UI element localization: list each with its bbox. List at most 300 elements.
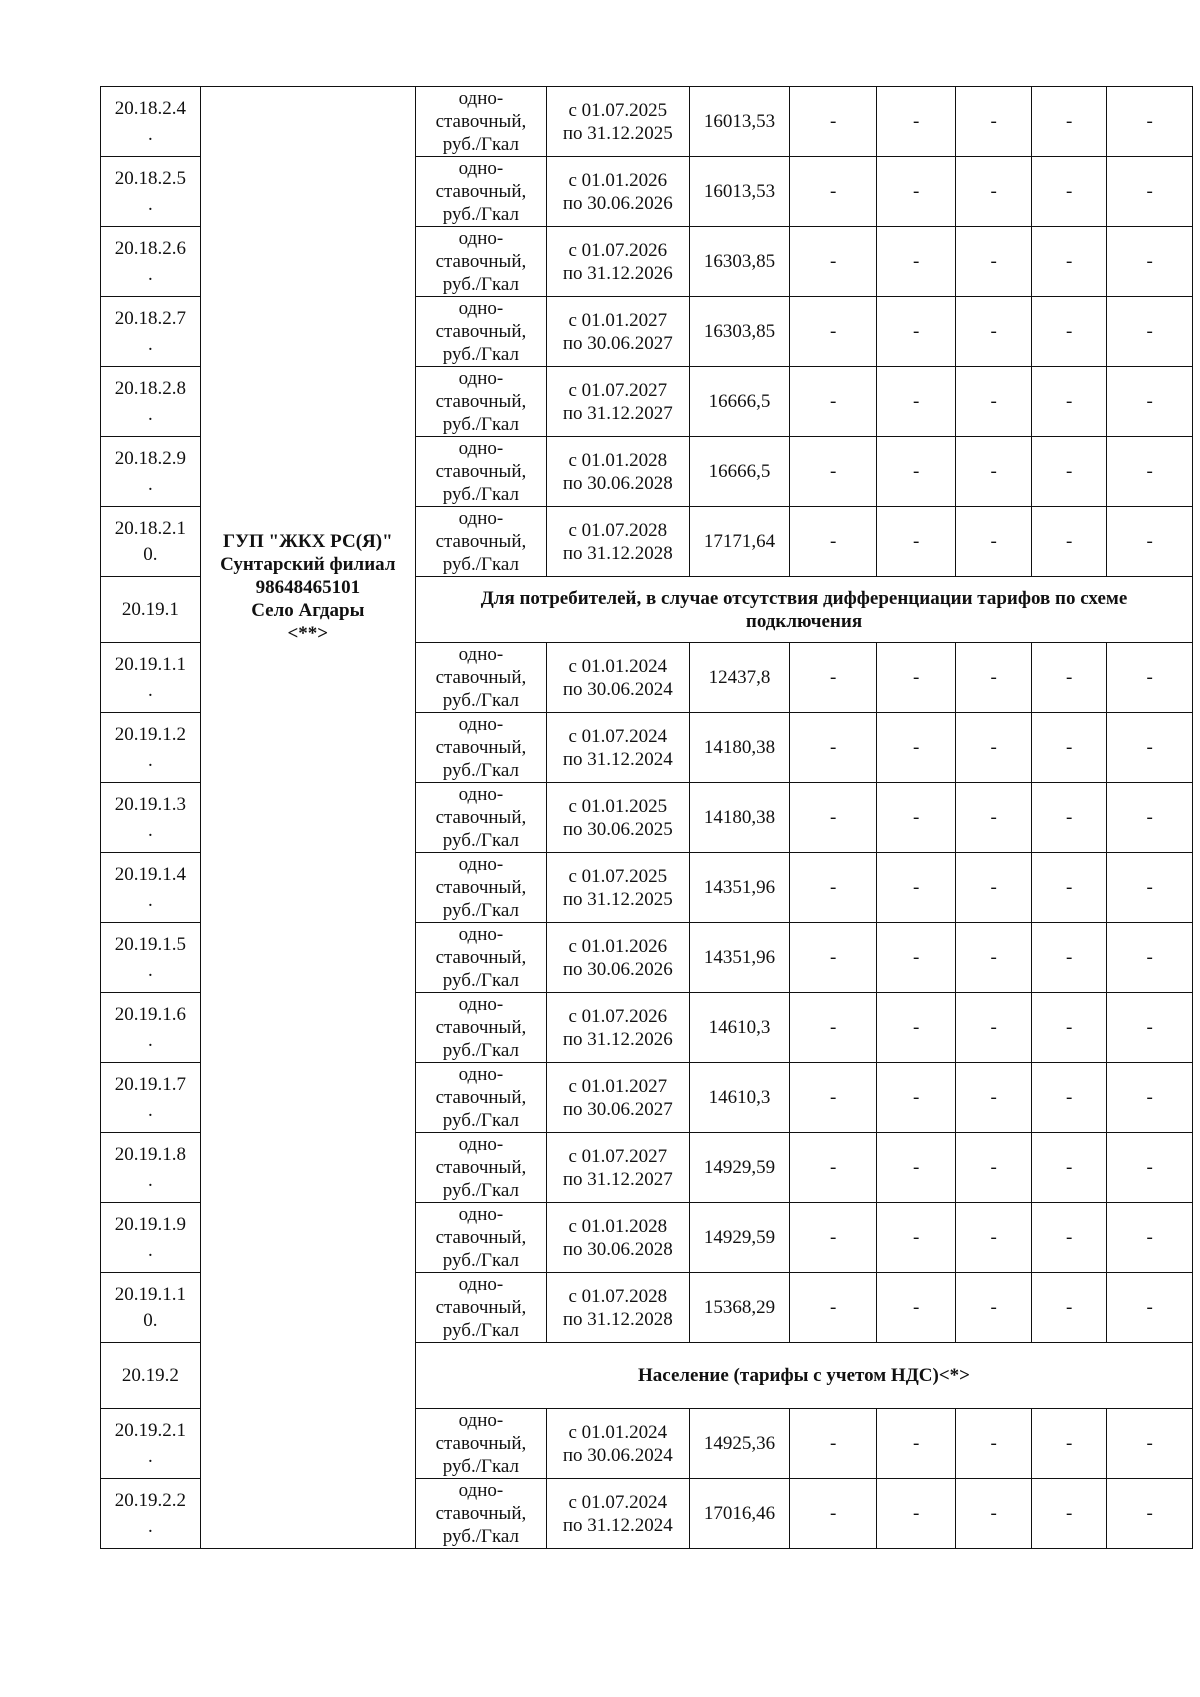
period-line: по 30.06.2024 — [562, 678, 673, 700]
tariff-type-cell — [416, 1479, 547, 1549]
row-number-line: 20.19.1.8 — [114, 1143, 186, 1165]
period-line: с 01.07.2027 — [568, 1145, 668, 1167]
empty-value-cell: - — [1107, 783, 1193, 853]
empty-value-cell: - — [956, 1273, 1031, 1343]
empty-value-cell: - — [956, 1203, 1031, 1273]
period-line: с 01.07.2026 — [568, 239, 668, 261]
empty-value-cell: - — [1107, 923, 1193, 993]
tariff-type-line: ставочный, — [435, 461, 527, 482]
period-line: с 01.07.2025 — [568, 99, 668, 121]
period-cell — [546, 993, 689, 1063]
tariff-type-cell — [416, 157, 547, 227]
empty-value-cell: - — [956, 1133, 1031, 1203]
row-number-cell — [101, 1479, 201, 1549]
empty-value-cell: - — [876, 1063, 956, 1133]
tariff-type-line: руб./Гкал — [442, 900, 520, 921]
period-line: по 30.06.2027 — [562, 1098, 673, 1120]
empty-value-cell: - — [876, 643, 956, 713]
period-line: с 01.01.2026 — [568, 169, 668, 191]
section-title-line: Население (тарифы с учетом НДС)<*> — [638, 1365, 970, 1386]
empty-value-cell: - — [956, 923, 1031, 993]
tariff-type-cell — [416, 993, 547, 1063]
empty-value-cell: - — [1107, 993, 1193, 1063]
empty-value-cell: - — [956, 1409, 1031, 1479]
empty-value-cell: - — [1107, 1063, 1193, 1133]
tariff-type-line: одно- — [458, 158, 504, 179]
period-line: с 01.07.2028 — [568, 1285, 668, 1307]
period-line: по 31.12.2024 — [562, 1514, 673, 1536]
empty-value-cell: - — [876, 783, 956, 853]
period-line: с 01.07.2027 — [568, 379, 668, 401]
row-number-cell — [101, 1203, 201, 1273]
period-line: с 01.01.2028 — [568, 449, 668, 471]
row-number-cell — [101, 1063, 201, 1133]
tariff-type-cell — [416, 87, 547, 157]
tariff-type-line: одно- — [458, 784, 504, 805]
empty-value-cell: - — [956, 853, 1031, 923]
period-line: по 30.06.2027 — [562, 332, 673, 354]
row-number-cell — [101, 853, 201, 923]
tariff-type-line: ставочный, — [435, 737, 527, 758]
tariff-value-cell: 16303,85 — [689, 297, 790, 367]
tariff-type-line: ставочный, — [435, 1087, 527, 1108]
tariff-type-cell — [416, 437, 547, 507]
empty-value-cell: - — [1107, 1273, 1193, 1343]
period-cell — [546, 227, 689, 297]
tariff-type-cell — [416, 853, 547, 923]
row-number-line: 20.19.1.2 — [114, 723, 186, 745]
empty-value-cell: - — [1107, 1479, 1193, 1549]
organization-line: Сунтарский филиал — [220, 554, 396, 575]
table-body — [101, 87, 1193, 1549]
organization-cell — [200, 87, 415, 1549]
empty-value-cell: - — [876, 157, 956, 227]
tariff-type-line: ставочный, — [435, 1433, 527, 1454]
tariff-type-line: одно- — [458, 228, 504, 249]
tariff-type-cell — [416, 713, 547, 783]
tariff-type-line: руб./Гкал — [442, 484, 520, 505]
tariff-value-cell: 14351,96 — [689, 853, 790, 923]
empty-value-cell: - — [790, 437, 877, 507]
empty-value-cell: - — [876, 227, 956, 297]
row-number-cell — [101, 437, 201, 507]
period-line: по 31.12.2025 — [562, 122, 673, 144]
empty-value-cell: - — [876, 1409, 956, 1479]
tariff-type-line: руб./Гкал — [442, 1456, 520, 1477]
empty-value-cell: - — [956, 437, 1031, 507]
empty-value-cell: - — [1031, 87, 1106, 157]
empty-value-cell: - — [790, 923, 877, 993]
tariff-type-line: руб./Гкал — [442, 970, 520, 991]
tariff-value-cell: 14929,59 — [689, 1133, 790, 1203]
row-number-line: . — [147, 1515, 153, 1537]
tariff-type-line: ставочный, — [435, 181, 527, 202]
tariff-value-cell: 16666,5 — [689, 437, 790, 507]
tariff-value-cell: 16666,5 — [689, 367, 790, 437]
tariff-value-cell: 17171,64 — [689, 507, 790, 577]
tariff-type-cell — [416, 297, 547, 367]
empty-value-cell: - — [876, 923, 956, 993]
empty-value-cell: - — [1107, 1203, 1193, 1273]
period-cell — [546, 713, 689, 783]
row-number-cell — [101, 297, 201, 367]
row-number-cell — [101, 713, 201, 783]
tariff-type-line: одно- — [458, 1134, 504, 1155]
empty-value-cell: - — [876, 1203, 956, 1273]
row-number-line: 20.19.1.6 — [114, 1003, 186, 1025]
tariff-type-line: ставочный, — [435, 807, 527, 828]
tariff-type-line: ставочный, — [435, 947, 527, 968]
tariff-type-line: одно- — [458, 368, 504, 389]
tariff-type-line: руб./Гкал — [442, 204, 520, 225]
empty-value-cell: - — [876, 507, 956, 577]
row-number-line: . — [147, 403, 153, 425]
tariff-type-line: одно- — [458, 1274, 504, 1295]
row-number-line: 20.18.2.8 — [114, 377, 186, 399]
empty-value-cell: - — [956, 643, 1031, 713]
tariff-value-cell: 16303,85 — [689, 227, 790, 297]
tariff-type-line: одно- — [458, 644, 504, 665]
tariff-type-line: одно- — [458, 1064, 504, 1085]
tariff-type-cell — [416, 643, 547, 713]
tariff-type-line: ставочный, — [435, 251, 527, 272]
tariff-type-cell — [416, 227, 547, 297]
row-number-line: . — [147, 679, 153, 701]
tariff-type-line: ставочный, — [435, 1227, 527, 1248]
period-line: по 30.06.2024 — [562, 1444, 673, 1466]
period-cell — [546, 783, 689, 853]
period-cell — [546, 643, 689, 713]
empty-value-cell: - — [1031, 227, 1106, 297]
empty-value-cell: - — [1031, 643, 1106, 713]
empty-value-cell: - — [956, 87, 1031, 157]
period-line: по 31.12.2027 — [562, 1168, 673, 1190]
row-number-line: 20.18.2.6 — [114, 237, 186, 259]
tariff-type-line: руб./Гкал — [442, 830, 520, 851]
row-number-line: 20.19.1 — [121, 598, 179, 620]
row-number-line: . — [147, 263, 153, 285]
empty-value-cell: - — [790, 1133, 877, 1203]
empty-value-cell: - — [876, 1133, 956, 1203]
tariff-type-line: руб./Гкал — [442, 344, 520, 365]
tariff-type-line: ставочный, — [435, 1017, 527, 1038]
tariff-type-line: руб./Гкал — [442, 1526, 520, 1547]
row-number-cell — [101, 1273, 201, 1343]
period-cell — [546, 87, 689, 157]
tariff-type-line: одно- — [458, 508, 504, 529]
period-cell — [546, 297, 689, 367]
tariff-type-line: ставочный, — [435, 321, 527, 342]
row-number-cell — [101, 157, 201, 227]
empty-value-cell: - — [876, 853, 956, 923]
empty-value-cell: - — [1107, 1409, 1193, 1479]
period-line: по 31.12.2028 — [562, 542, 673, 564]
empty-value-cell: - — [956, 993, 1031, 1063]
empty-value-cell: - — [956, 507, 1031, 577]
tariff-type-line: руб./Гкал — [442, 414, 520, 435]
row-number-line: 20.19.2 — [121, 1364, 179, 1386]
tariff-type-cell — [416, 783, 547, 853]
empty-value-cell: - — [956, 157, 1031, 227]
empty-value-cell: - — [1031, 1133, 1106, 1203]
empty-value-cell: - — [1031, 367, 1106, 437]
row-number-line: . — [147, 193, 153, 215]
table-row — [101, 87, 1193, 157]
empty-value-cell: - — [1031, 1479, 1106, 1549]
row-number-line: . — [147, 1029, 153, 1051]
empty-value-cell: - — [876, 713, 956, 783]
empty-value-cell: - — [1031, 923, 1106, 993]
empty-value-cell: - — [876, 993, 956, 1063]
section-title-cell — [416, 577, 1193, 643]
period-line: с 01.01.2028 — [568, 1215, 668, 1237]
row-number-line: . — [147, 333, 153, 355]
row-number-cell — [101, 1409, 201, 1479]
row-number-line: . — [147, 1239, 153, 1261]
empty-value-cell: - — [956, 297, 1031, 367]
tariff-type-cell — [416, 923, 547, 993]
empty-value-cell: - — [790, 713, 877, 783]
tariff-type-line: руб./Гкал — [442, 690, 520, 711]
tariff-value-cell: 14180,38 — [689, 783, 790, 853]
period-cell — [546, 1409, 689, 1479]
period-cell — [546, 1479, 689, 1549]
empty-value-cell: - — [1107, 643, 1193, 713]
period-line: по 30.06.2028 — [562, 1238, 673, 1260]
section-title-line: подключения — [745, 610, 863, 632]
row-number-line: . — [147, 959, 153, 981]
empty-value-cell: - — [790, 853, 877, 923]
tariff-type-cell — [416, 367, 547, 437]
tariff-value-cell: 14610,3 — [689, 993, 790, 1063]
empty-value-cell: - — [790, 1063, 877, 1133]
tariff-type-line: ставочный, — [435, 1157, 527, 1178]
row-number-line: . — [147, 819, 153, 841]
empty-value-cell: - — [1031, 297, 1106, 367]
empty-value-cell: - — [790, 1203, 877, 1273]
tariff-type-line: ставочный, — [435, 667, 527, 688]
period-cell — [546, 1203, 689, 1273]
tariff-type-line: одно- — [458, 298, 504, 319]
empty-value-cell: - — [876, 367, 956, 437]
empty-value-cell: - — [1107, 157, 1193, 227]
empty-value-cell: - — [956, 367, 1031, 437]
row-number-line: 20.19.1.1 — [114, 1283, 186, 1305]
period-line: по 31.12.2025 — [562, 888, 673, 910]
empty-value-cell: - — [790, 297, 877, 367]
empty-value-cell: - — [1107, 507, 1193, 577]
tariff-type-line: ставочный, — [435, 1503, 527, 1524]
tariff-value-cell: 16013,53 — [689, 87, 790, 157]
row-number-cell — [101, 993, 201, 1063]
period-line: по 31.12.2027 — [562, 402, 673, 424]
organization-line: 98648465101 — [255, 577, 361, 598]
empty-value-cell: - — [1107, 227, 1193, 297]
empty-value-cell: - — [956, 1063, 1031, 1133]
tariff-type-line: руб./Гкал — [442, 760, 520, 781]
empty-value-cell: - — [790, 87, 877, 157]
row-number-line: . — [147, 473, 153, 495]
tariff-type-cell — [416, 1133, 547, 1203]
empty-value-cell: - — [1031, 1409, 1106, 1479]
period-line: по 30.06.2025 — [562, 818, 673, 840]
section-title-cell — [416, 1343, 1193, 1409]
tariff-type-line: руб./Гкал — [442, 1110, 520, 1131]
empty-value-cell: - — [1107, 1133, 1193, 1203]
empty-value-cell: - — [1031, 157, 1106, 227]
tariff-value-cell: 14929,59 — [689, 1203, 790, 1273]
row-number-line: 20.19.1.4 — [114, 863, 186, 885]
row-number-line: 20.19.1.1 — [114, 653, 186, 675]
organization-line: ГУП "ЖКХ РС(Я)" — [222, 531, 393, 552]
row-number-line: 20.19.1.5 — [114, 933, 186, 955]
row-number-line: . — [147, 123, 153, 145]
tariff-type-line: одно- — [458, 714, 504, 735]
period-cell — [546, 157, 689, 227]
period-cell — [546, 923, 689, 993]
tariff-value-cell: 14180,38 — [689, 713, 790, 783]
empty-value-cell: - — [790, 1409, 877, 1479]
empty-value-cell: - — [1031, 713, 1106, 783]
empty-value-cell: - — [956, 713, 1031, 783]
tariff-type-cell — [416, 507, 547, 577]
period-line: с 01.07.2025 — [568, 865, 668, 887]
row-number-line: 20.19.2.1 — [114, 1419, 186, 1441]
organization-line: <**> — [287, 623, 329, 644]
period-line: с 01.01.2027 — [568, 1075, 668, 1097]
tariff-value-cell: 14925,36 — [689, 1409, 790, 1479]
period-line: по 30.06.2026 — [562, 958, 673, 980]
row-number-cell — [101, 643, 201, 713]
tariff-type-cell — [416, 1273, 547, 1343]
tariff-type-line: ставочный, — [435, 1297, 527, 1318]
tariff-type-line: одно- — [458, 854, 504, 875]
period-cell — [546, 507, 689, 577]
row-number-line: 20.18.2.5 — [114, 167, 186, 189]
empty-value-cell: - — [876, 437, 956, 507]
empty-value-cell: - — [1107, 713, 1193, 783]
tariff-type-line: ставочный, — [435, 391, 527, 412]
row-number-line: . — [147, 1099, 153, 1121]
empty-value-cell: - — [876, 1479, 956, 1549]
period-cell — [546, 1133, 689, 1203]
empty-value-cell: - — [876, 87, 956, 157]
tariff-type-line: руб./Гкал — [442, 1250, 520, 1271]
empty-value-cell: - — [790, 1273, 877, 1343]
organization-name — [205, 530, 411, 645]
empty-value-cell: - — [790, 227, 877, 297]
row-number-line: 20.19.1.7 — [114, 1073, 186, 1095]
period-line: с 01.01.2026 — [568, 935, 668, 957]
tariff-type-line: ставочный, — [435, 531, 527, 552]
row-number-line: . — [147, 1169, 153, 1191]
empty-value-cell: - — [1031, 1273, 1106, 1343]
period-line: с 01.01.2024 — [568, 1421, 668, 1443]
period-line: с 01.07.2024 — [568, 725, 668, 747]
tariff-type-line: руб./Гкал — [442, 554, 520, 575]
tariff-type-line: руб./Гкал — [442, 134, 520, 155]
empty-value-cell: - — [1031, 1063, 1106, 1133]
period-cell — [546, 367, 689, 437]
row-number-line: 20.18.2.4 — [114, 97, 186, 119]
tariff-value-cell: 15368,29 — [689, 1273, 790, 1343]
tariff-type-line: руб./Гкал — [442, 1320, 520, 1341]
row-number-cell — [101, 227, 201, 297]
row-number-line: . — [147, 1445, 153, 1467]
empty-value-cell: - — [1107, 367, 1193, 437]
period-cell — [546, 437, 689, 507]
empty-value-cell: - — [876, 297, 956, 367]
empty-value-cell: - — [956, 227, 1031, 297]
empty-value-cell: - — [790, 367, 877, 437]
row-number-cell — [101, 367, 201, 437]
period-cell — [546, 1063, 689, 1133]
empty-value-cell: - — [790, 507, 877, 577]
tariff-type-line: одно- — [458, 1480, 504, 1501]
row-number-line: . — [147, 749, 153, 771]
period-line: с 01.07.2028 — [568, 519, 668, 541]
tariff-type-cell — [416, 1063, 547, 1133]
empty-value-cell: - — [1031, 1203, 1106, 1273]
tariff-value-cell: 14351,96 — [689, 923, 790, 993]
empty-value-cell: - — [956, 783, 1031, 853]
empty-value-cell: - — [1107, 297, 1193, 367]
period-line: с 01.01.2025 — [568, 795, 668, 817]
tariff-value-cell: 16013,53 — [689, 157, 790, 227]
period-cell — [546, 1273, 689, 1343]
period-line: с 01.07.2026 — [568, 1005, 668, 1027]
empty-value-cell: - — [790, 643, 877, 713]
row-number-line: 20.18.2.9 — [114, 447, 186, 469]
row-number-line: 20.18.2.7 — [114, 307, 186, 329]
row-number-line: 20.18.2.1 — [114, 517, 186, 539]
tariff-table — [100, 86, 1193, 1549]
tariff-value-cell: 12437,8 — [689, 643, 790, 713]
tariff-type-line: ставочный, — [435, 111, 527, 132]
row-number-cell — [101, 87, 201, 157]
tariff-type-line: одно- — [458, 438, 504, 459]
row-number-cell — [101, 577, 201, 643]
empty-value-cell: - — [1107, 87, 1193, 157]
row-number-line: 20.19.2.2 — [114, 1489, 186, 1511]
tariff-type-cell — [416, 1203, 547, 1273]
empty-value-cell: - — [790, 783, 877, 853]
tariff-type-line: руб./Гкал — [442, 1040, 520, 1061]
empty-value-cell: - — [1031, 853, 1106, 923]
period-line: по 31.12.2024 — [562, 748, 673, 770]
empty-value-cell: - — [1031, 783, 1106, 853]
row-number-line: . — [147, 889, 153, 911]
tariff-type-line: руб./Гкал — [442, 1180, 520, 1201]
row-number-cell — [101, 507, 201, 577]
row-number-line: 0. — [143, 543, 158, 565]
row-number-cell — [101, 1133, 201, 1203]
period-line: с 01.01.2027 — [568, 309, 668, 331]
empty-value-cell: - — [956, 1479, 1031, 1549]
organization-line: Село Агдары — [251, 600, 365, 621]
empty-value-cell: - — [876, 1273, 956, 1343]
period-line: с 01.07.2024 — [568, 1491, 668, 1513]
empty-value-cell: - — [790, 157, 877, 227]
row-number-line: 20.19.1.3 — [114, 793, 186, 815]
period-line: по 31.12.2026 — [562, 1028, 673, 1050]
period-line: с 01.01.2024 — [568, 655, 668, 677]
tariff-type-line: одно- — [458, 1204, 504, 1225]
empty-value-cell: - — [1107, 437, 1193, 507]
period-line: по 31.12.2028 — [562, 1308, 673, 1330]
tariff-type-line: одно- — [458, 1410, 504, 1431]
tariff-type-line: руб./Гкал — [442, 274, 520, 295]
